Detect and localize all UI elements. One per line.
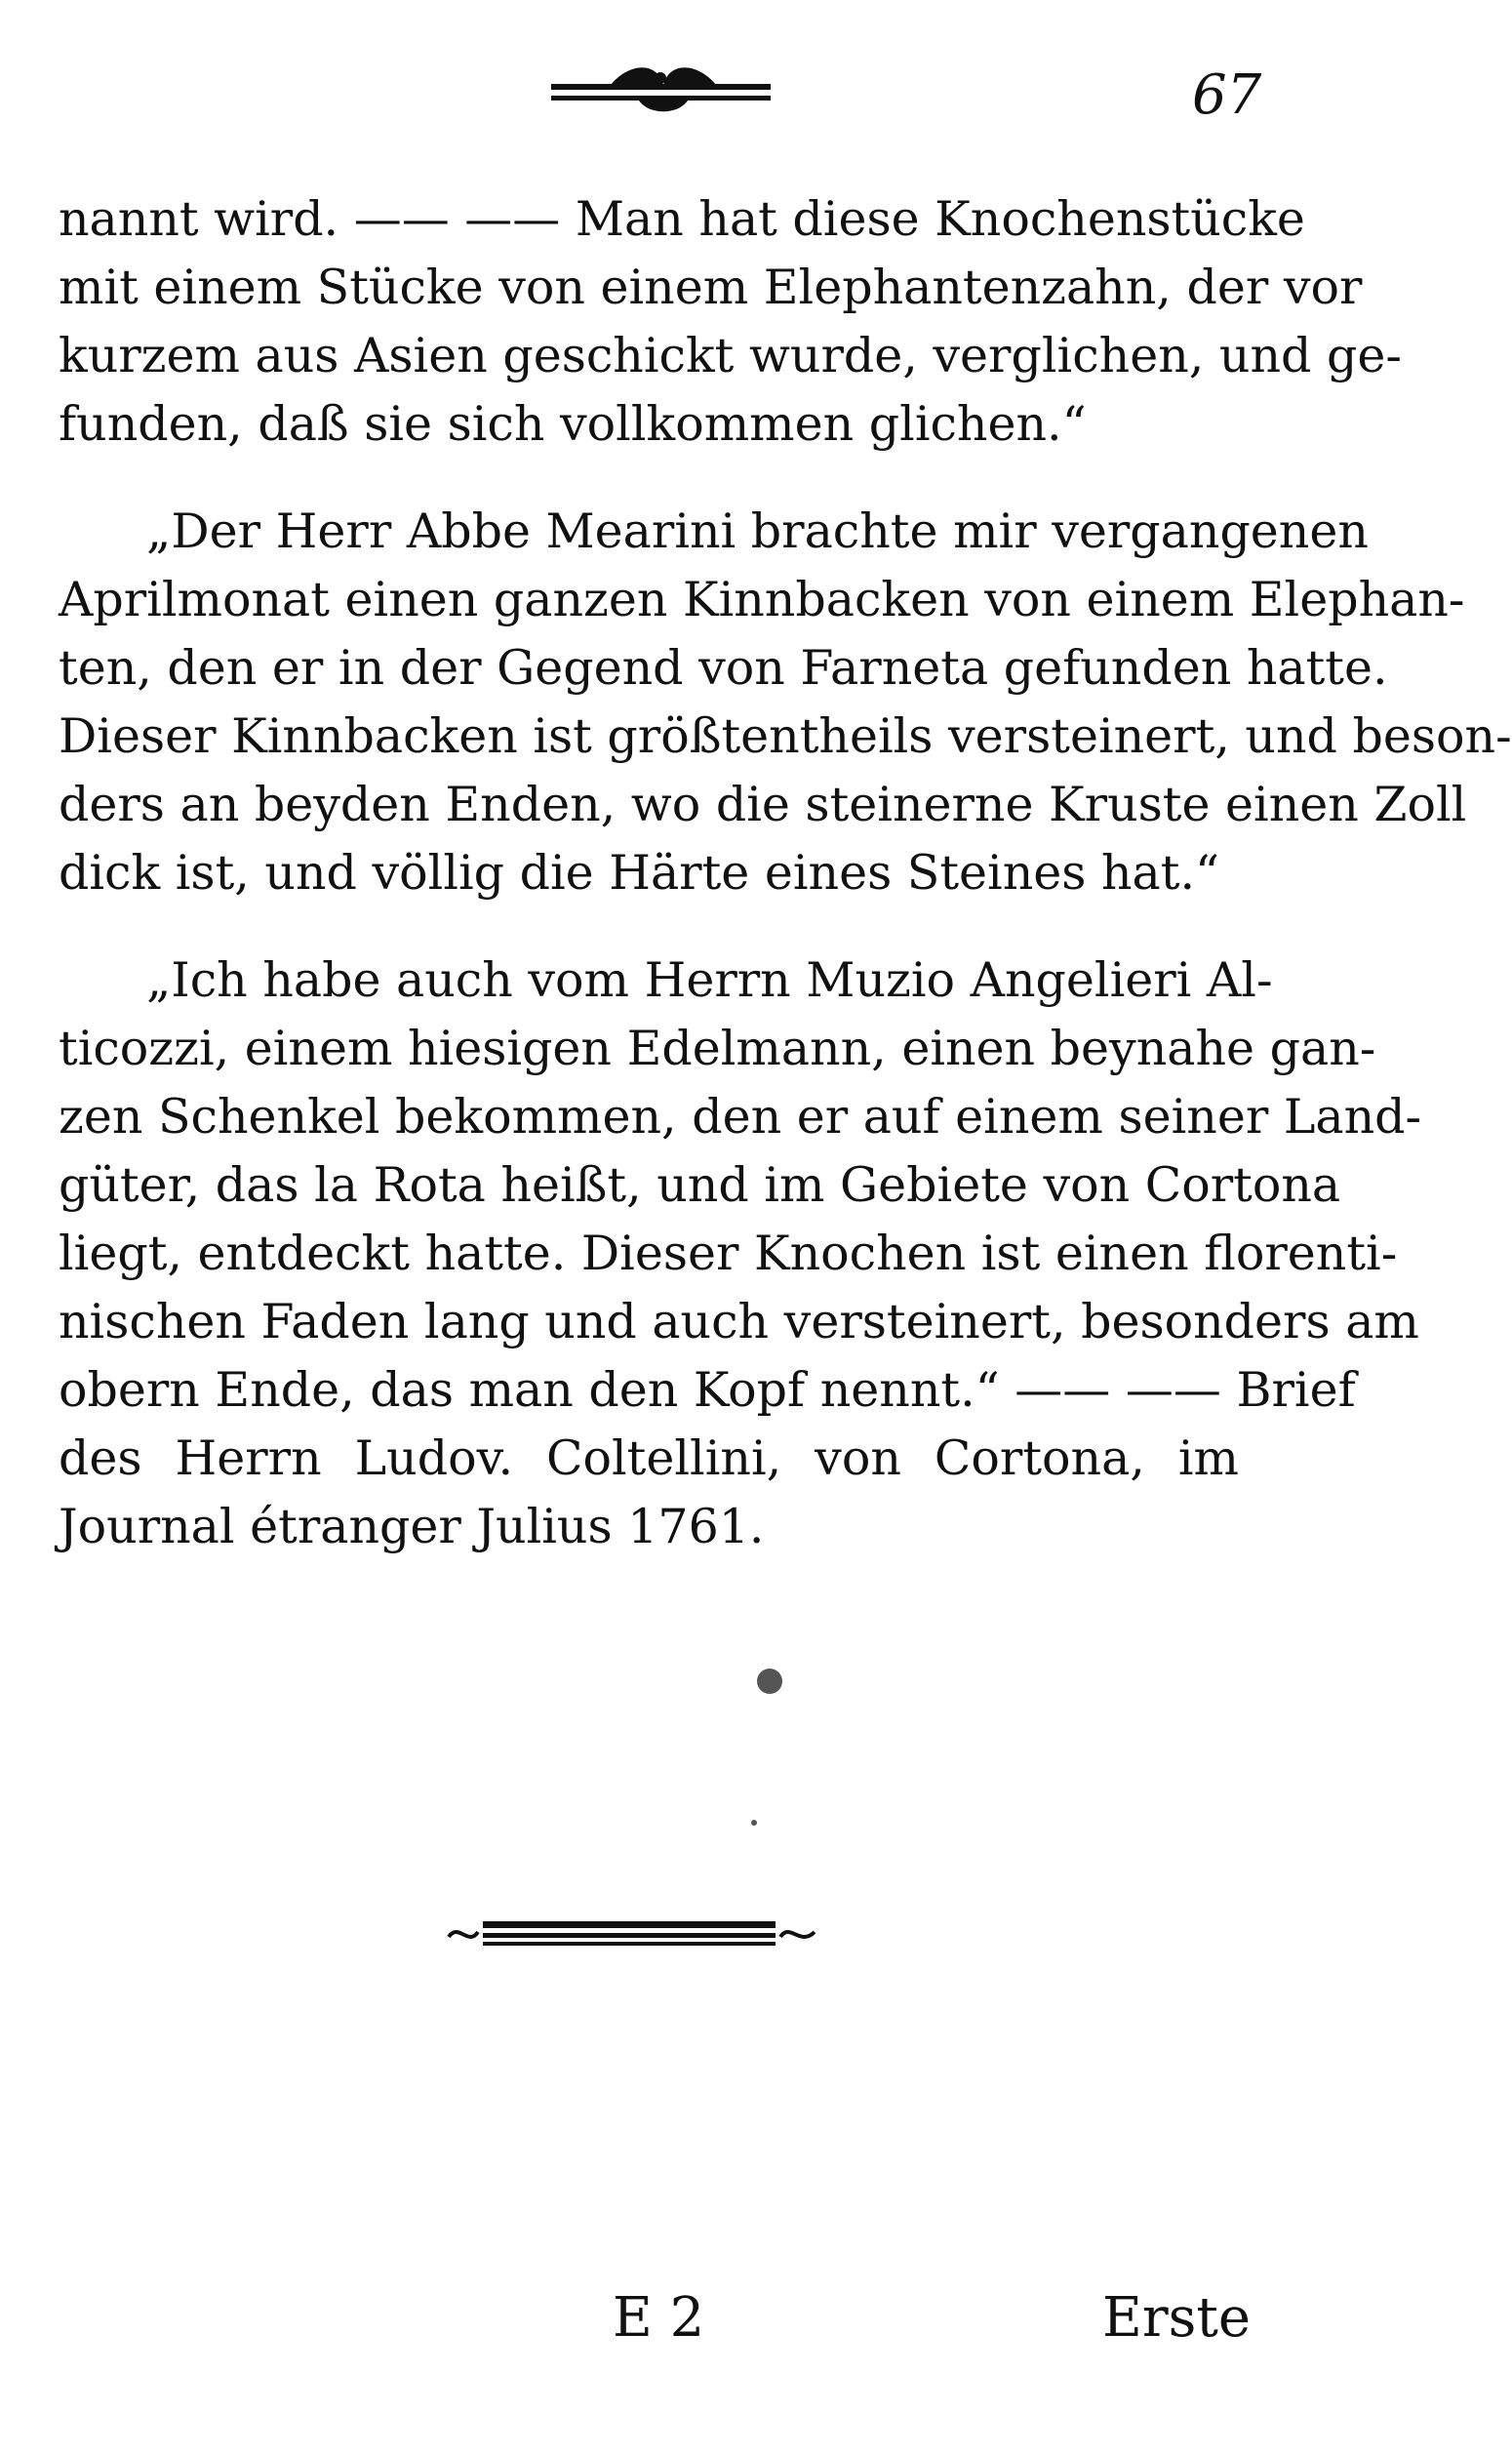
text-line: „Der Herr Abbe Mearini brachte mir vergangenen xyxy=(146,503,1369,559)
catchword: Erste xyxy=(1102,2286,1252,2350)
page-number: 67 xyxy=(1192,63,1262,127)
signature-mark: E 2 xyxy=(613,2286,705,2350)
paragraph-2 xyxy=(59,498,1512,907)
text-line: obern Ende, das man den Kopf nennt.“ —— —— Brief xyxy=(59,1362,1356,1418)
text-line: Journal étranger Julius 1761. xyxy=(59,1499,765,1554)
text-line: ders an beyden Enden, wo die steinerne Kruste einen Zoll xyxy=(59,777,1467,832)
text-line: zen Schenkel bekommen, den er auf einem seiner Land- xyxy=(59,1089,1422,1145)
ink-speck xyxy=(757,1669,782,1694)
text-line: ticozzi, einem hiesigen Edelmann, einen beynahe gan- xyxy=(59,1021,1376,1076)
text-line: ten, den er in der Gegend von Farneta gefunden hatte. xyxy=(59,640,1388,696)
text-line: liegt, entdeckt hatte. Dieser Knochen ist einen florenti- xyxy=(59,1226,1398,1281)
text-line: kurzem aus Asien geschickt wurde, verglichen, und ge- xyxy=(59,328,1402,383)
text-line: nischen Faden lang und auch versteinert, besonders am xyxy=(59,1294,1419,1349)
ink-speck xyxy=(751,1820,757,1826)
text-line: mit einem Stücke von einem Elephantenzahn, der vor xyxy=(59,260,1363,315)
text-line: funden, daß sie sich vollkommen glichen.“ xyxy=(59,396,1087,452)
text-line: nannt wird. —— —— Man hat diese Knochenstücke xyxy=(59,191,1305,247)
header-ornament-icon xyxy=(551,57,771,125)
footer-ornament-icon xyxy=(444,1908,824,1956)
text-line: dick ist, und völlig die Härte eines Steines hat.“ xyxy=(59,845,1220,901)
text-line: des Herrn Ludov. Coltellini, von Cortona, im xyxy=(59,1430,1239,1486)
paragraph-1 xyxy=(59,185,1402,459)
text-line: Dieser Kinnbacken ist größtentheils versteinert, und beson- xyxy=(59,708,1512,764)
body-text xyxy=(59,185,1512,1561)
text-line: Aprilmonat einen ganzen Kinnbacken von einem Elephan- xyxy=(59,572,1465,627)
text-line: güter, das la Rota heißt, und im Gebiete von Cortona xyxy=(59,1157,1341,1213)
text-line: „Ich habe auch vom Herrn Muzio Angelieri Al- xyxy=(146,952,1273,1008)
paragraph-3 xyxy=(59,946,1422,1561)
